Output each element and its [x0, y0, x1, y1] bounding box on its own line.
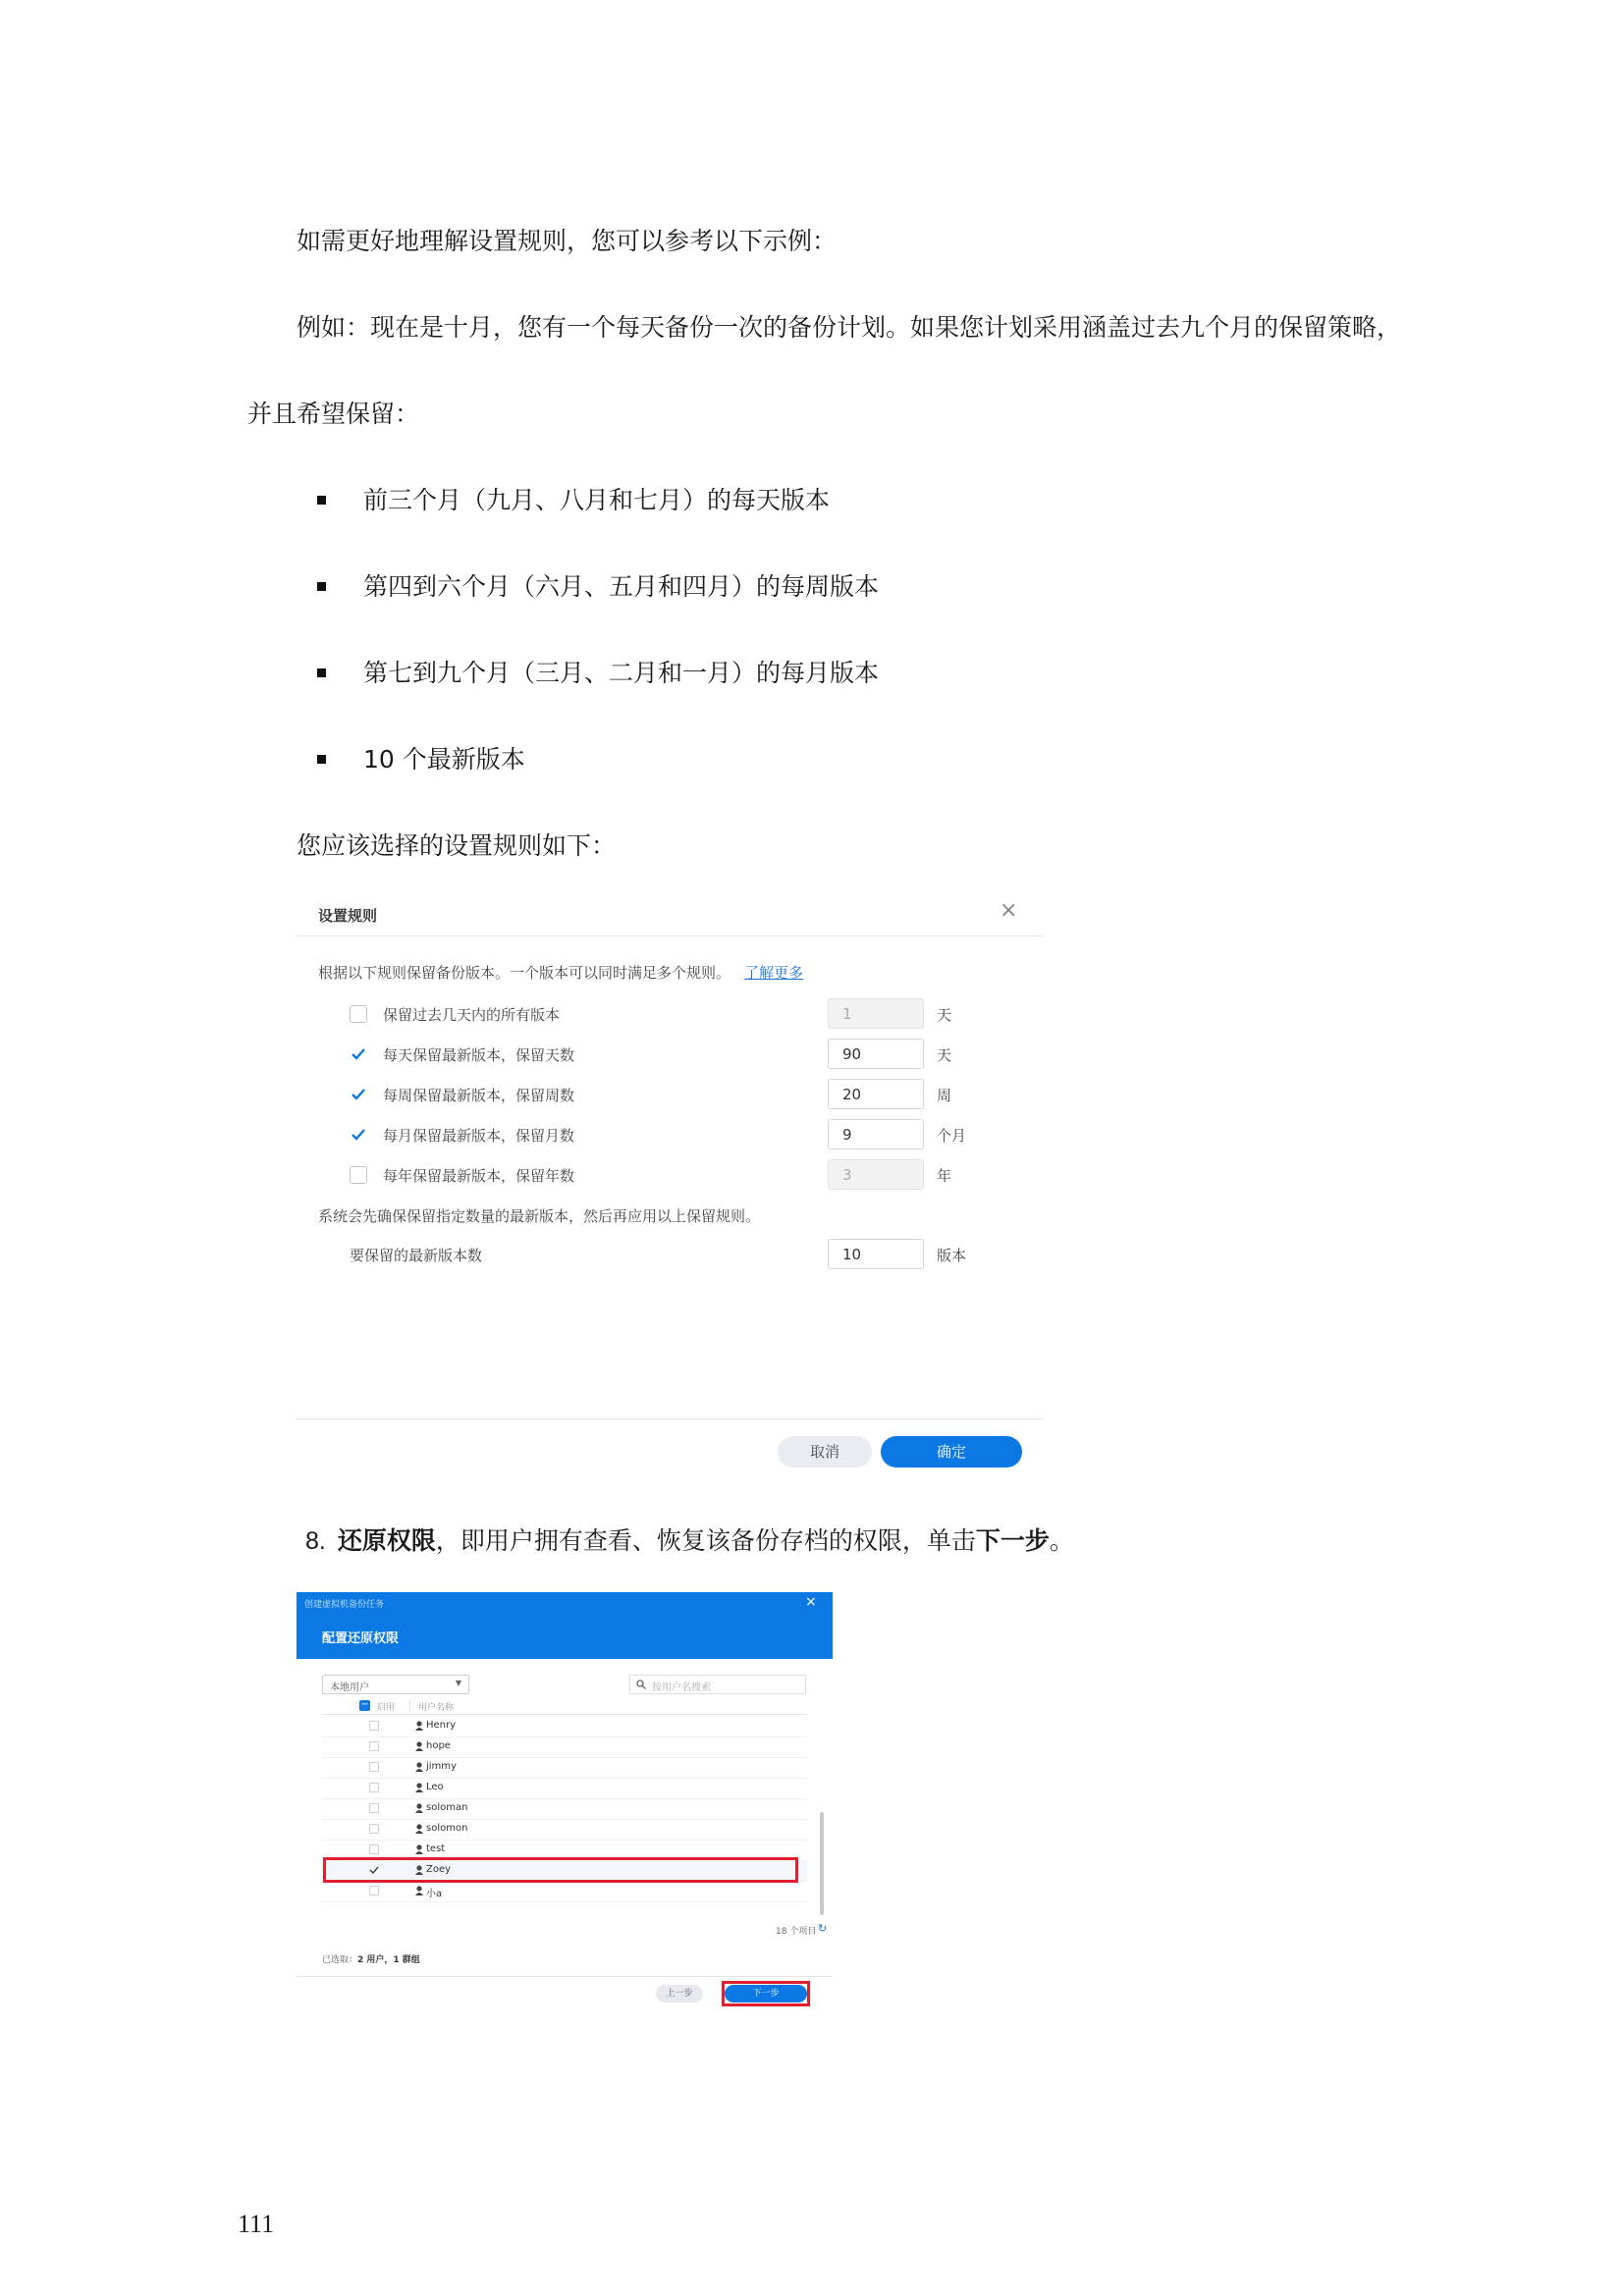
dialog-description	[318, 962, 803, 983]
rule-label: 每周保留最新版本，保留周数	[383, 1087, 575, 1104]
learn-more-link[interactable]: 了解更多	[744, 964, 804, 982]
rule-checkbox[interactable]	[350, 1005, 367, 1023]
user-icon	[415, 1886, 423, 1896]
bullet-marker	[317, 582, 326, 591]
highlight-box-next	[722, 1981, 810, 2006]
next-step-term: 下一步	[975, 1526, 1050, 1555]
row-checkbox[interactable]	[369, 1803, 379, 1813]
row-checkbox[interactable]	[369, 1721, 379, 1731]
refresh-icon[interactable]: ↻	[818, 1922, 828, 1935]
dialog-title: 配置还原权限	[322, 1631, 400, 1646]
step-8-paragraph	[305, 1524, 1074, 1558]
table-header	[322, 1698, 807, 1715]
selected-value: 2 用户，1 群组	[357, 1955, 420, 1965]
rule-label: 每月保留最新版本，保留月数	[383, 1127, 575, 1145]
search-placeholder: 按用户名搜索	[652, 1682, 711, 1693]
divider	[297, 935, 1043, 936]
table-row[interactable]	[322, 1778, 807, 1799]
dialog-title: 设置规则	[318, 907, 378, 925]
rule-label: 保留过去几天内的所有版本	[383, 1006, 561, 1024]
user-name: 小a	[426, 1889, 443, 1899]
row-checkbox[interactable]	[369, 1886, 379, 1896]
rule-unit: 周	[937, 1087, 952, 1104]
select-value: 本地用户	[330, 1682, 369, 1693]
row-checkbox[interactable]	[369, 1844, 379, 1854]
divider	[297, 1418, 1043, 1419]
scrollbar[interactable]	[820, 1812, 824, 1915]
rule-checkbox[interactable]	[350, 1126, 367, 1144]
rule-label: 每年保留最新版本，保留年数	[383, 1167, 575, 1185]
item-count: 18 个项目	[776, 1927, 817, 1937]
latest-versions-input[interactable]: 10	[828, 1239, 924, 1269]
bullet-item: 前三个月（九月、八月和七月）的每天版本	[363, 486, 831, 514]
restore-permission-dialog	[297, 1592, 833, 2009]
user-name: Leo	[426, 1782, 444, 1792]
rule-row-yearly	[297, 1158, 1043, 1192]
column-separator	[409, 1700, 410, 1711]
rule-label: 每天保留最新版本，保留天数	[383, 1046, 575, 1064]
check-icon	[350, 1126, 367, 1144]
search-input[interactable]	[629, 1675, 806, 1694]
close-icon[interactable]: ×	[1000, 898, 1018, 923]
user-name: Zoey	[426, 1864, 452, 1875]
user-name: hope	[426, 1740, 451, 1751]
user-icon	[415, 1803, 423, 1813]
latest-versions-unit: 版本	[937, 1247, 967, 1264]
rule-unit: 个月	[937, 1127, 967, 1145]
bullet-item: 10 个最新版本	[363, 745, 525, 774]
chevron-down-icon: ▼	[455, 1679, 461, 1687]
bullet-marker	[317, 755, 326, 764]
ok-button[interactable]: 确定	[881, 1436, 1022, 1468]
user-name: test	[426, 1843, 446, 1854]
divider	[297, 1976, 833, 1977]
rules-dialog	[297, 888, 1043, 1477]
row-checkbox[interactable]	[369, 1824, 379, 1834]
rule-value-input[interactable]: 9	[828, 1119, 924, 1149]
rule-value-input[interactable]: 90	[828, 1039, 924, 1069]
rule-row-daily	[297, 1038, 1043, 1071]
rule-value-input[interactable]: 3	[828, 1159, 924, 1190]
rules-note: 系统会先确保保留指定数量的最新版本，然后再应用以上保留规则。	[318, 1207, 761, 1225]
step-end: 。	[1049, 1526, 1074, 1555]
rule-checkbox[interactable]	[350, 1086, 367, 1103]
step-number: 8.	[305, 1527, 326, 1555]
cancel-button[interactable]: 取消	[778, 1436, 872, 1468]
rule-row-weekly	[297, 1078, 1043, 1111]
next-button[interactable]: 下一步	[725, 1985, 807, 2002]
bullet-marker	[317, 668, 326, 677]
step-text: ，即用户拥有查看、恢复该备份存档的权限，单击	[435, 1526, 976, 1555]
rule-unit: 年	[937, 1167, 952, 1185]
latest-versions-label: 要保留的最新版本数	[350, 1247, 483, 1264]
check-icon	[350, 1086, 367, 1103]
select-all-minus-icon[interactable]: −	[360, 1699, 369, 1710]
user-icon	[415, 1824, 423, 1834]
rule-row-monthly	[297, 1118, 1043, 1151]
selected-info	[322, 1952, 420, 1965]
table-row[interactable]	[322, 1798, 807, 1820]
user-icon	[415, 1762, 423, 1772]
rule-value-input[interactable]: 1	[828, 998, 924, 1029]
user-icon	[415, 1783, 423, 1792]
table-row[interactable]	[322, 1716, 807, 1737]
latest-versions-row	[297, 1238, 1043, 1271]
user-icon	[415, 1844, 423, 1854]
col-username: 用户名称	[418, 1703, 455, 1713]
bullet-item: 第四到六个月（六月、五月和四月）的每周版本	[363, 572, 880, 601]
choose-rules-paragraph: 您应该选择的设置规则如下：	[297, 831, 617, 860]
highlight-box-zoey	[323, 1857, 798, 1883]
rule-unit: 天	[937, 1046, 952, 1064]
row-checkbox[interactable]	[369, 1783, 379, 1792]
table-row[interactable]	[322, 1736, 807, 1758]
search-icon	[636, 1680, 646, 1689]
table-row[interactable]	[322, 1881, 807, 1902]
user-name: jimmy	[426, 1761, 457, 1772]
row-checkbox[interactable]	[369, 1741, 379, 1751]
description-text: 根据以下规则保留备份版本。一个版本可以同时满足多个规则。	[318, 964, 731, 982]
table-row[interactable]	[322, 1757, 807, 1779]
check-icon	[350, 1045, 367, 1063]
rule-value-input[interactable]: 20	[828, 1079, 924, 1109]
example-paragraph-line1: 例如：现在是十月，您有一个每天备份一次的备份计划。如果您计划采用涵盖过去九个月的保留策略，	[297, 313, 1402, 342]
col-enable: 启用	[377, 1703, 396, 1713]
selected-label: 已选取：	[322, 1955, 358, 1965]
rule-row-days-all	[297, 997, 1043, 1031]
bullet-marker	[317, 496, 326, 505]
bullet-item: 第七到九个月（三月、二月和一月）的每月版本	[363, 659, 880, 687]
table-row[interactable]	[322, 1819, 807, 1841]
user-type-select[interactable]	[322, 1675, 469, 1694]
previous-button[interactable]: 上一步	[656, 1985, 703, 2002]
restore-permission-term: 还原权限	[337, 1526, 436, 1555]
row-checkbox[interactable]	[369, 1762, 379, 1772]
user-icon	[415, 1741, 423, 1751]
example-paragraph-line2: 并且希望保留：	[247, 400, 420, 428]
dialog-subtitle: 创建虚拟机备份任务	[304, 1600, 385, 1610]
page-number: 111	[238, 2210, 275, 2238]
user-name: Henry	[426, 1720, 457, 1731]
intro-paragraph: 如需更好地理解设置规则，您可以参考以下示例：	[297, 227, 838, 255]
user-name: solomon	[426, 1823, 468, 1834]
rule-checkbox[interactable]	[350, 1045, 367, 1063]
close-icon[interactable]: ×	[805, 1594, 817, 1610]
rule-checkbox[interactable]	[350, 1166, 367, 1184]
user-icon	[415, 1721, 423, 1731]
rule-unit: 天	[937, 1006, 952, 1024]
user-name: soloman	[426, 1802, 468, 1813]
